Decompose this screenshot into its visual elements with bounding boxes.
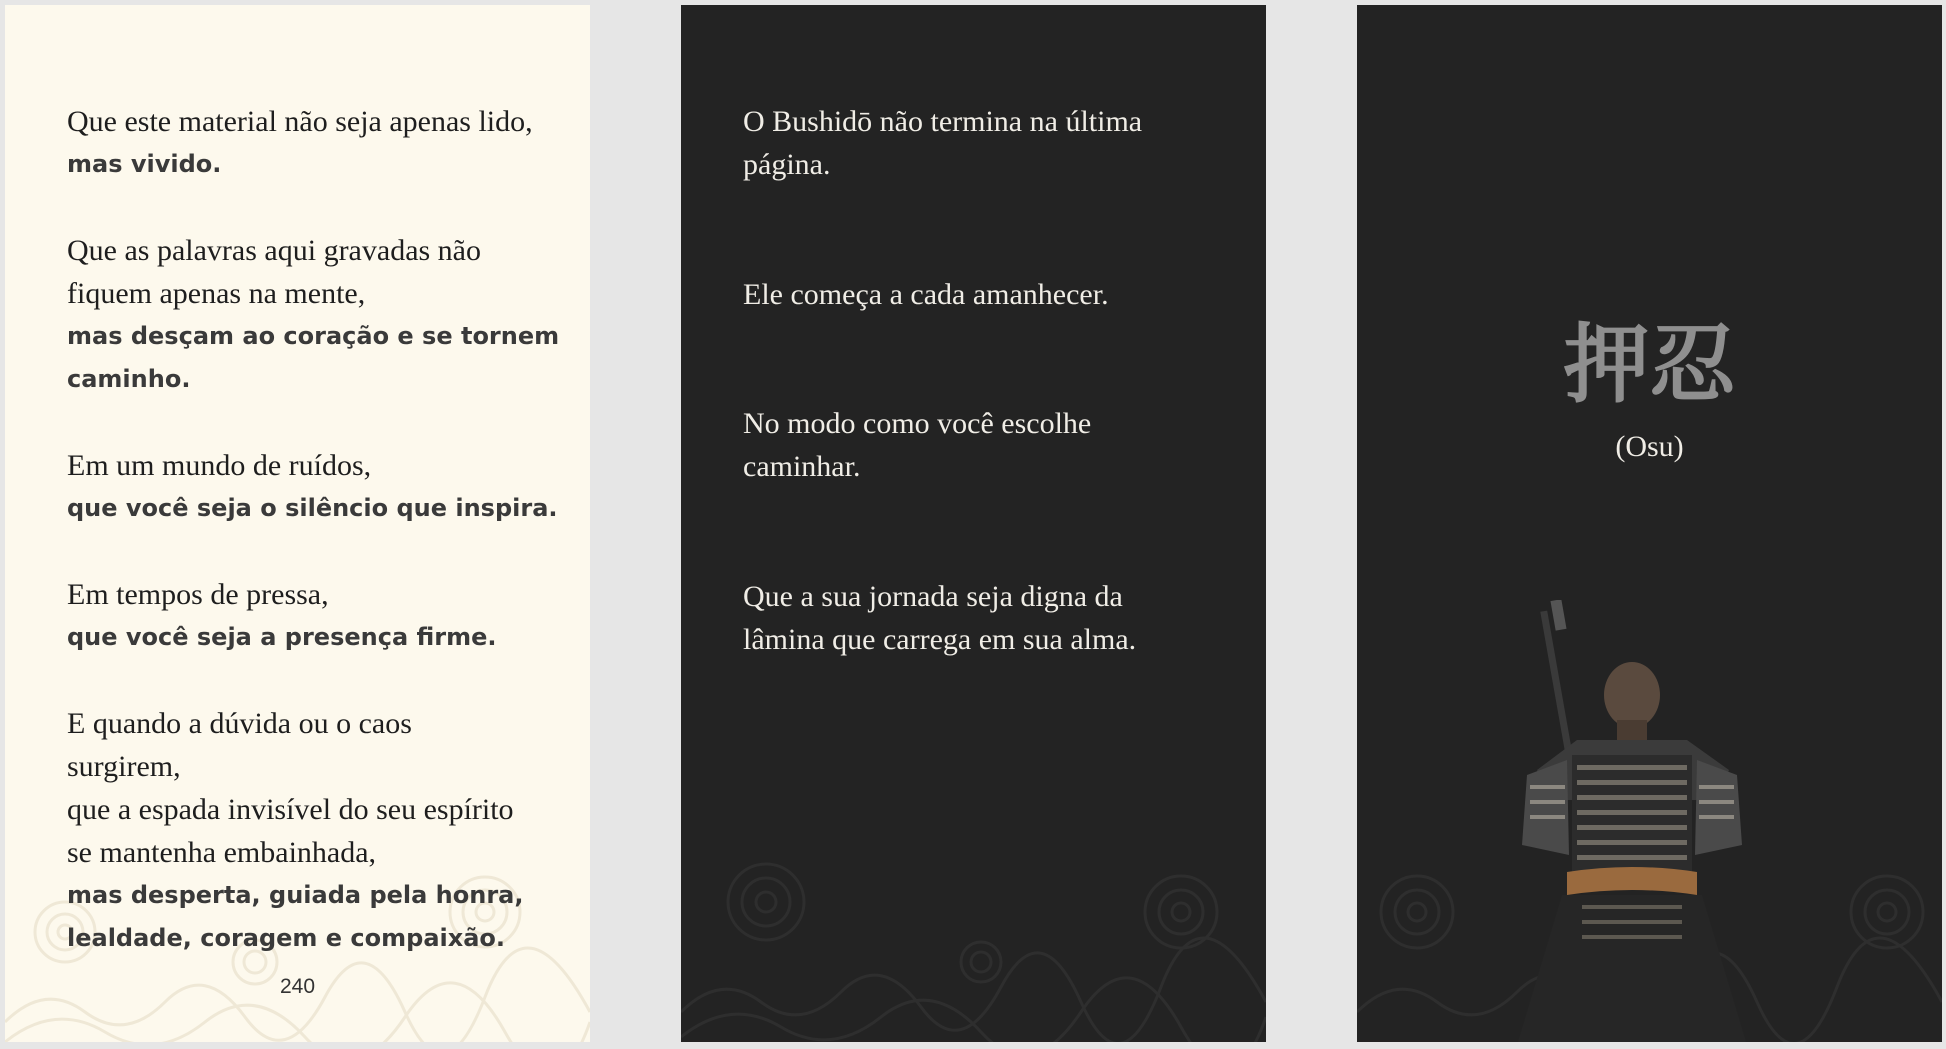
- paragraph-gap: [67, 401, 560, 444]
- middle-block-4: [743, 575, 1136, 661]
- text-line: O Bushidō não termina na última: [743, 105, 1143, 138]
- text-line: Ele começa a cada amanhecer.: [743, 278, 1109, 311]
- middle-block-3: [743, 402, 1091, 488]
- emphasis-line: lealdade, coragem e compaixão.: [67, 924, 506, 952]
- text-line: Em tempos de pressa,: [67, 578, 329, 611]
- text-line: lâmina que carrega em sua alma.: [743, 623, 1137, 656]
- middle-block-2: [743, 273, 1109, 316]
- emphasis-line: que você seja a presença firme.: [67, 623, 497, 651]
- text-line: fiquem apenas na mente,: [67, 277, 366, 310]
- emphasis-line: que você seja o silêncio que inspira.: [67, 494, 558, 522]
- emphasis-line: mas desçam ao coração e se tornem: [67, 322, 560, 350]
- samurai-illustration: [1497, 600, 1767, 1042]
- left-page-text: [67, 100, 560, 960]
- text-line: página.: [743, 148, 831, 181]
- text-line: Que este material não seja apenas lido,: [67, 105, 533, 138]
- kanji-reading: (Osu): [1615, 430, 1684, 463]
- page-right: [1357, 5, 1942, 1042]
- text-line: surgirem,: [67, 750, 181, 783]
- page-middle: [681, 5, 1266, 1042]
- page-number: 240: [279, 975, 316, 998]
- page-left: [5, 5, 590, 1042]
- middle-block-1: [743, 100, 1142, 186]
- text-line: se mantenha embainhada,: [67, 836, 377, 869]
- kanji-title: 押忍: [1563, 315, 1736, 415]
- text-line: que a espada invisível do seu espírito: [67, 793, 514, 826]
- emphasis-line: caminho.: [67, 365, 191, 393]
- wave-pattern-decoration: [681, 852, 1266, 1042]
- text-line: Em um mundo de ruídos,: [67, 449, 372, 482]
- text-line: E quando a dúvida ou o caos: [67, 707, 412, 740]
- text-line: Que a sua jornada seja digna da: [743, 580, 1123, 613]
- text-line: caminhar.: [743, 450, 861, 483]
- emphasis-line: mas vivido.: [67, 150, 222, 178]
- text-line: Que as palavras aqui gravadas não: [67, 234, 481, 267]
- paragraph-gap: [67, 659, 560, 702]
- emphasis-line: mas desperta, guiada pela honra,: [67, 881, 524, 909]
- paragraph-gap: [67, 530, 560, 573]
- text-line: No modo como você escolhe: [743, 407, 1092, 440]
- paragraph-gap: [67, 186, 560, 229]
